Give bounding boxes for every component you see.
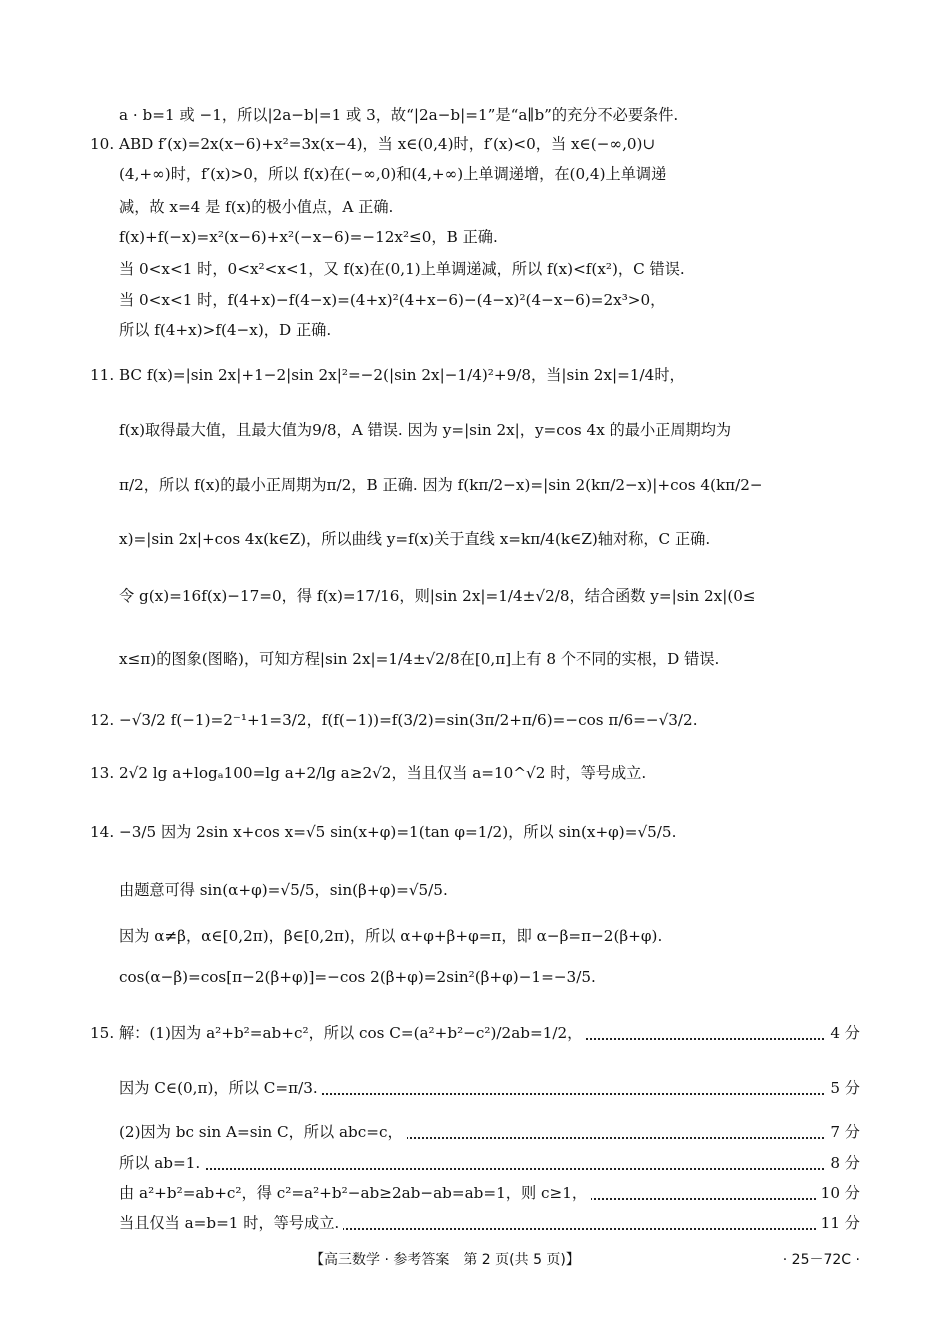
step-score: 11 分 [817, 1211, 860, 1235]
answer-11-line-1: 11. BC f(x)=|sin 2x|+1−2|sin 2x|²=−2(|sin 2x|−1/4)²+9/8，当|sin 2x|=1/4时， [90, 366, 685, 384]
answer-10-line-2: (4,+∞)时，f′(x)>0，所以 f(x)在(−∞,0)和(4,+∞)上单调递增，在(0,4)上单调递 [119, 165, 667, 183]
answer-14-line-2: 由题意可得 sin(α+φ)=√5/5，sin(β+φ)=√5/5. [119, 881, 448, 899]
step-score: 5 分 [826, 1076, 860, 1100]
answer-10-line-5: 当 0<x<1 时，0<x²<x<1，又 f(x)在(0,1)上单调递减，所以 f(x)<f(x²)，C 错误. [119, 260, 685, 278]
answer-10-line-4: f(x)+f(−x)=x²(x−6)+x²(−x−6)=−12x²≤0，B 正确. [119, 228, 498, 246]
answer-11-line-5: 令 g(x)=16f(x)−17=0，得 f(x)=17/16，则|sin 2x|=1/4±√2/8，结合函数 y=|sin 2x|(0≤ [119, 587, 756, 605]
step-text: 因为 C∈(0,π)，所以 C=π/3. [119, 1076, 322, 1100]
answer-14-line-1: 14. −3/5 因为 2sin x+cos x=√5 sin(x+φ)=1(tan φ=1/2)，所以 sin(x+φ)=√5/5. [90, 823, 677, 841]
answer-13: 13. 2√2 lg a+logₐ100=lg a+2/lg a≥2√2，当且仅当 a=10^√2 时，等号成立. [90, 764, 647, 782]
footer-code: · 25－72C · [782, 1252, 860, 1268]
answer-10-line-1: 10. ABD f′(x)=2x(x−6)+x²=3x(x−4)，当 x∈(0,4)时，f′(x)<0，当 x∈(−∞,0)∪ [90, 135, 656, 153]
answer-10-line-3: 减，故 x=4 是 f(x)的极小值点，A 正确. [119, 198, 394, 216]
step-text: (2)因为 bc sin A=sin C，所以 abc=c， [119, 1120, 407, 1144]
answer-10-line-6: 当 0<x<1 时，f(4+x)−f(4−x)=(4+x)²(4+x−6)−(4−x)²(4−x−6)=2x³>0， [119, 291, 666, 309]
page-footer [0, 1248, 950, 1272]
answer-10-line-7: 所以 f(4+x)>f(4−x)，D 正确. [119, 321, 332, 339]
step-score: 8 分 [826, 1151, 860, 1175]
answer-14-line-4: cos(α−β)=cos[π−2(β+φ)]=−cos 2(β+φ)=2sin²(β+φ)−1=−3/5. [119, 968, 596, 986]
step-score: 4 分 [826, 1021, 860, 1045]
step-text: 由 a²+b²=ab+c²，得 c²=a²+b²−ab≥2ab−ab=ab=1，则 c≥1， [119, 1181, 591, 1205]
answer-11-line-3: π/2，所以 f(x)的最小正周期为π/2，B 正确. 因为 f(kπ/2−x)=|sin 2(kπ/2−x)|+cos 4(kπ/2− [119, 476, 763, 494]
step-text: 所以 ab=1. [119, 1151, 204, 1175]
step-score: 7 分 [826, 1120, 860, 1144]
answer-14-line-3: 因为 α≠β，α∈[0,2π)，β∈[0,2π)，所以 α+φ+β+φ=π，即 α−β=π−2(β+φ). [119, 927, 663, 945]
footer-title: 【高三数学 · 参考答案 第 2 页(共 5 页)】 [310, 1252, 580, 1268]
answer-12: 12. −√3/2 f(−1)=2⁻¹+1=3/2，f(f(−1))=f(3/2)=sin(3π/2+π/6)=−cos π/6=−√3/2. [90, 711, 698, 729]
step-score: 10 分 [817, 1181, 860, 1205]
text-line-9-tail: a · b=1 或 −1，所以|2a−b|=1 或 3，故“|2a−b|=1”是“a∥b”的充分不必要条件. [119, 106, 679, 124]
dot-leader [119, 1144, 860, 1170]
answer-11-line-6: x≤π)的图象(图略)，可知方程|sin 2x|=1/4±√2/8在[0,π]上有 8 个不同的实根，D 错误. [119, 650, 720, 668]
answer-11-line-2: f(x)取得最大值，且最大值为9/8，A 错误. 因为 y=|sin 2x|，y=cos 4x 的最小正周期均为 [119, 421, 732, 439]
answer-11-line-4: x)=|sin 2x|+cos 4x(k∈Z)，所以曲线 y=f(x)关于直线 x=kπ/4(k∈Z)轴对称，C 正确. [119, 530, 711, 548]
step-text: 当且仅当 a=b=1 时，等号成立. [119, 1211, 343, 1235]
step-text: 15. 解：(1)因为 a²+b²=ab+c²，所以 cos C=(a²+b²−c²)/2ab=1/2， [90, 1021, 586, 1045]
